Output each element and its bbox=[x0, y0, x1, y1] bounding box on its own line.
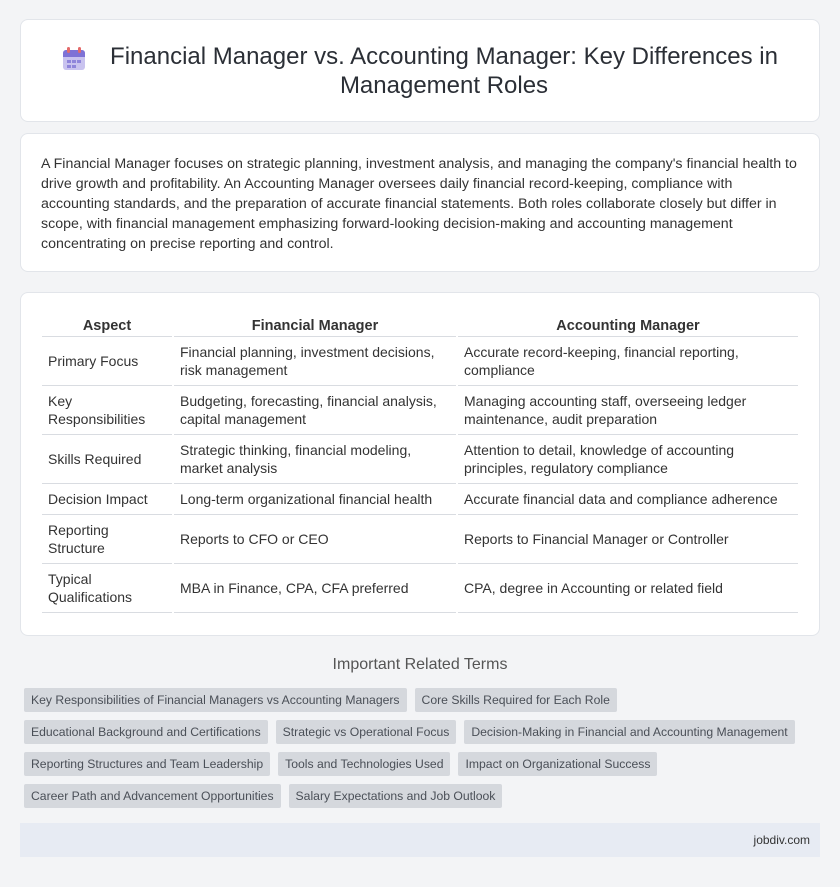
cell-aspect: Decision Impact bbox=[42, 484, 172, 515]
related-term-tag[interactable]: Impact on Organizational Success bbox=[458, 752, 657, 776]
footer-site-link[interactable]: jobdiv.com bbox=[753, 833, 810, 847]
cell-financial: Budgeting, forecasting, financial analysis, capital management bbox=[174, 386, 456, 435]
cell-financial: Strategic thinking, financial modeling, market analysis bbox=[174, 435, 456, 484]
cell-aspect: Typical Qualifications bbox=[42, 564, 172, 613]
related-term-tag[interactable]: Career Path and Advancement Opportunities bbox=[24, 784, 281, 808]
header-card bbox=[20, 19, 820, 122]
header-accounting-manager: Accounting Manager bbox=[458, 307, 798, 337]
table-row bbox=[42, 484, 798, 515]
comparison-table bbox=[40, 307, 800, 613]
cell-aspect: Key Responsibilities bbox=[42, 386, 172, 435]
related-term-tag[interactable]: Salary Expectations and Job Outlook bbox=[289, 784, 503, 808]
intro-card bbox=[20, 133, 820, 272]
related-terms-heading: Important Related Terms bbox=[332, 656, 508, 673]
cell-financial: MBA in Finance, CPA, CFA preferred bbox=[174, 564, 456, 613]
table-row bbox=[42, 564, 798, 613]
cell-accounting: Managing accounting staff, overseeing ledger maintenance, audit preparation bbox=[458, 386, 798, 435]
cell-accounting: CPA, degree in Accounting or related field bbox=[458, 564, 798, 613]
cell-accounting: Attention to detail, knowledge of accounting principles, regulatory compliance bbox=[458, 435, 798, 484]
related-term-tag[interactable]: Decision-Making in Financial and Accounting Management bbox=[464, 720, 794, 744]
related-term-tag[interactable]: Key Responsibilities of Financial Managers vs Accounting Managers bbox=[24, 688, 407, 712]
cell-aspect: Primary Focus bbox=[42, 337, 172, 386]
cell-financial: Financial planning, investment decisions, risk management bbox=[174, 337, 456, 386]
table-row bbox=[42, 515, 798, 564]
header-financial-manager: Financial Manager bbox=[174, 307, 456, 337]
cell-accounting: Accurate financial data and compliance adherence bbox=[458, 484, 798, 515]
cell-financial: Reports to CFO or CEO bbox=[174, 515, 456, 564]
related-term-tag[interactable]: Strategic vs Operational Focus bbox=[276, 720, 457, 744]
related-term-tag[interactable]: Reporting Structures and Team Leadership bbox=[24, 752, 270, 776]
related-term-tag[interactable]: Tools and Technologies Used bbox=[278, 752, 450, 776]
cell-accounting: Accurate record-keeping, financial reporting, compliance bbox=[458, 337, 798, 386]
page-title: Financial Manager vs. Accounting Manager: Key Differences in Management Roles bbox=[110, 42, 778, 99]
cell-accounting: Reports to Financial Manager or Controller bbox=[458, 515, 798, 564]
related-term-tag[interactable]: Educational Background and Certifications bbox=[24, 720, 268, 744]
related-terms-list bbox=[24, 688, 824, 816]
table-header-row bbox=[42, 307, 798, 337]
header-aspect: Aspect bbox=[42, 307, 172, 337]
cell-aspect: Skills Required bbox=[42, 435, 172, 484]
comparison-table-card bbox=[20, 292, 820, 636]
intro-text: A Financial Manager focuses on strategic planning, investment analysis, and managing the company's financial health to drive growth and profitability. An Accounting Manager oversees daily financial record-keeping, compliance with accounting standards, and the preparation of accurate financial statements. Both roles collaborate closely but differ in scope, with financial management emphasizing forward-looking decision-making and accounting management concentrating on precise reporting and control. bbox=[41, 156, 797, 252]
table-row bbox=[42, 386, 798, 435]
cell-financial: Long-term organizational financial health bbox=[174, 484, 456, 515]
cell-aspect: Reporting Structure bbox=[42, 515, 172, 564]
footer bbox=[20, 823, 820, 857]
calendar-icon bbox=[61, 46, 87, 72]
table-row bbox=[42, 337, 798, 386]
related-term-tag[interactable]: Core Skills Required for Each Role bbox=[415, 688, 617, 712]
table-row bbox=[42, 435, 798, 484]
